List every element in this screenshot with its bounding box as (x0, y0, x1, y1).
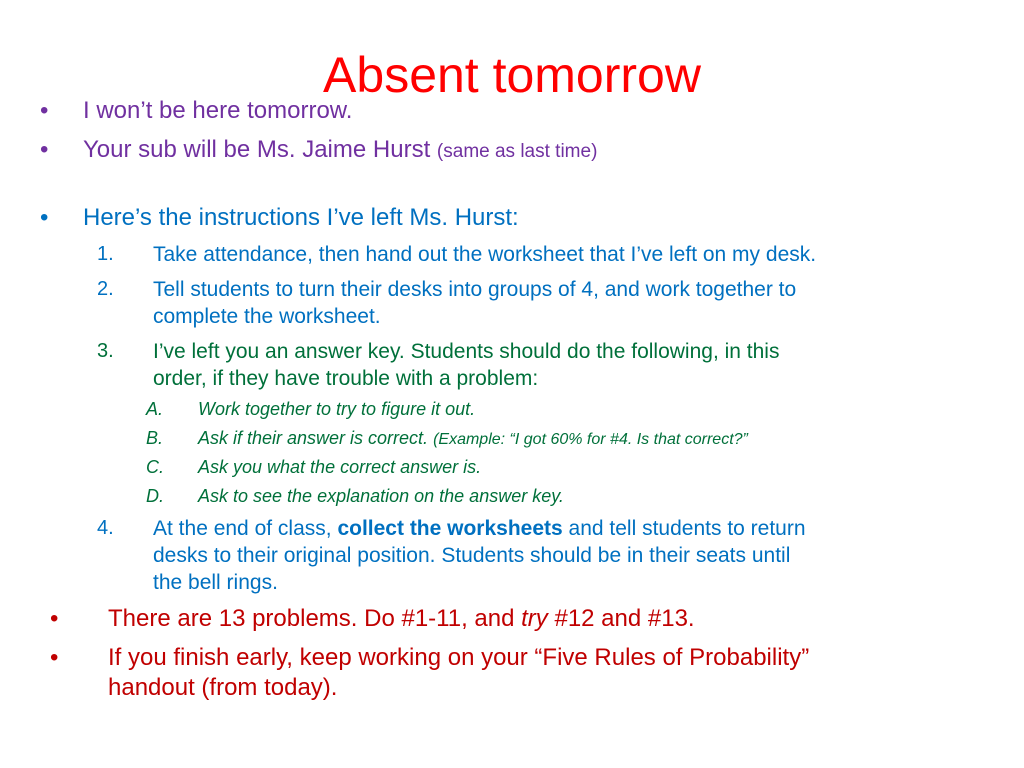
step-number: 2. (97, 278, 114, 300)
step-number: 4. (97, 517, 114, 539)
bullet-absent: I won’t be here tomorrow. (83, 97, 353, 124)
substep-b (198, 428, 748, 449)
step-number: 1. (97, 243, 114, 265)
step-3-line: I’ve left you an answer key. Students should do the following, in this (153, 340, 780, 363)
substep-a: Work together to try to figure it out. (198, 399, 476, 419)
substep-d: Ask to see the explanation on the answer key. (198, 486, 564, 506)
problems-after: #12 and #13. (554, 605, 695, 632)
bullet-icon: • (40, 136, 49, 163)
step-4-before: At the end of class, (153, 517, 332, 540)
step-4-line: the bell rings. (153, 571, 278, 594)
substep-letter: A. (146, 399, 164, 419)
substep-letter: D. (146, 486, 164, 506)
problems-before: There are 13 problems. Do #1-11, and (108, 605, 515, 632)
step-2-line: complete the worksheet. (153, 305, 381, 328)
bullet-finish-early: If you finish early, keep working on your “Five Rules of Probability” (108, 644, 810, 671)
bullet-instructions: Here’s the instructions I’ve left Ms. Hurst: (83, 204, 519, 231)
step-4-line: desks to their original position. Students should be in their seats until (153, 544, 791, 567)
bullet-icon: • (50, 644, 59, 671)
step-4-line (153, 517, 806, 541)
step-1-line: Take attendance, then hand out the worksheet that I’ve left on my desk. (153, 243, 817, 266)
substep-letter: C. (146, 457, 164, 477)
substep-c: Ask you what the correct answer is. (198, 457, 482, 477)
substep-b-example: (Example: “I got 60% for #4. Is that correct?” (433, 431, 748, 448)
substep-letter: B. (146, 428, 164, 448)
step-number: 3. (97, 340, 114, 362)
bullet-finish-early: handout (from today). (108, 674, 338, 701)
step-4-bold: collect the worksheets (337, 517, 563, 540)
substep-b-text: Ask if their answer is correct. (198, 428, 429, 448)
bullet-icon: • (40, 204, 49, 231)
bullet-problems (108, 605, 695, 633)
sub-text: Your sub will be Ms. Jaime Hurst (83, 136, 431, 163)
sub-note: (same as last time) (436, 141, 598, 162)
step-2-line: Tell students to turn their desks into groups of 4, and work together to (153, 278, 797, 301)
step-4-after: and tell students to return (568, 517, 806, 540)
bullet-sub (83, 136, 597, 164)
problems-italic: try (521, 605, 548, 632)
slide-title: Absent tomorrow (323, 47, 701, 103)
step-3-line: order, if they have trouble with a problem: (153, 367, 539, 390)
bullet-icon: • (40, 97, 49, 124)
bullet-icon: • (50, 605, 59, 632)
